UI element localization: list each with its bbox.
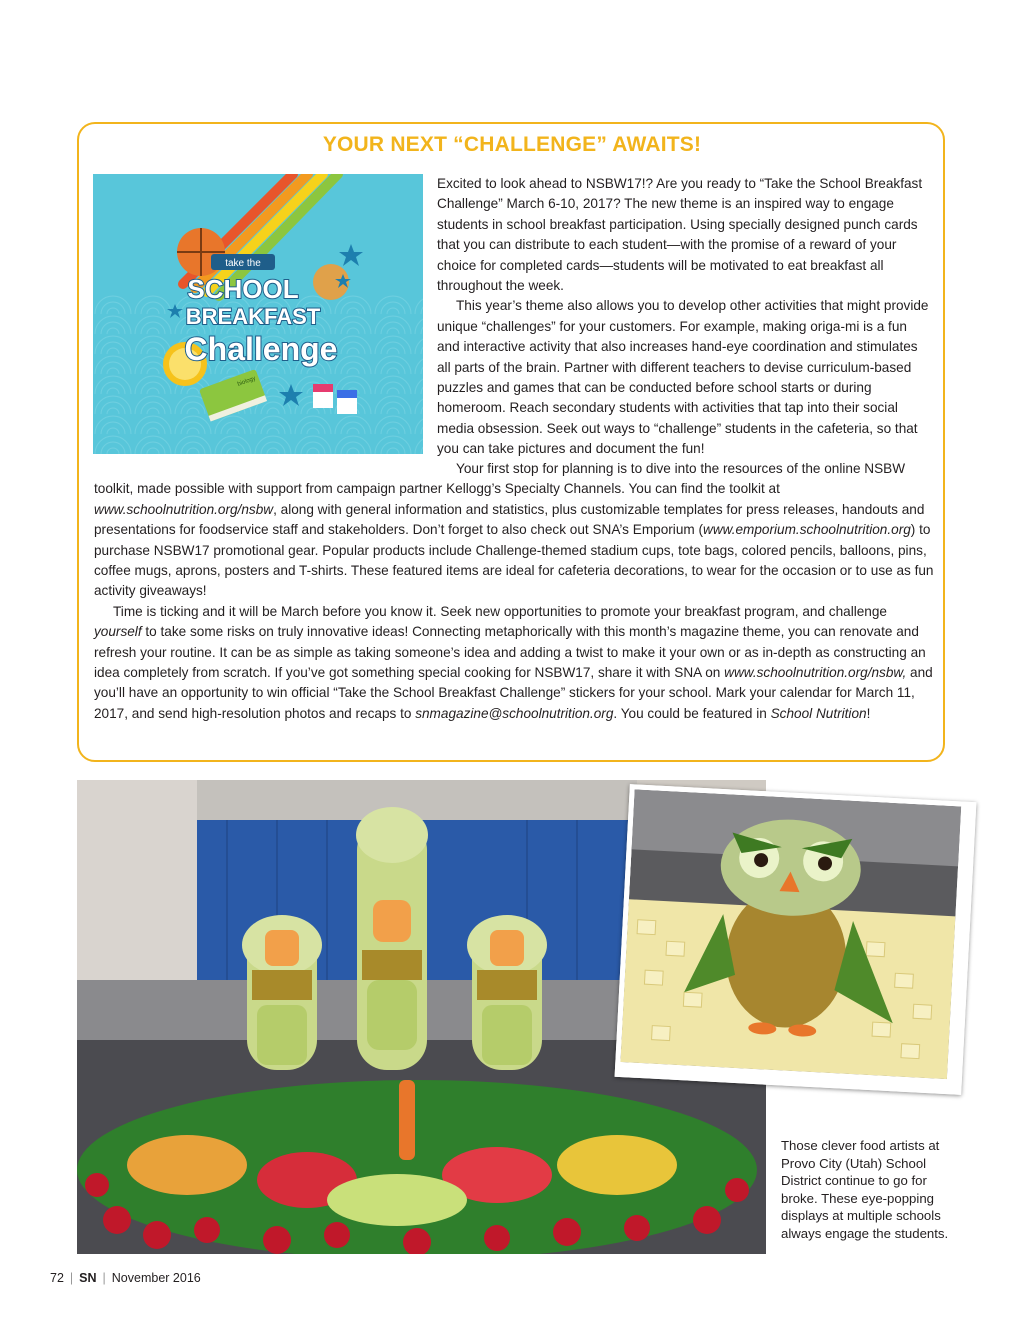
headline: YOUR NEXT “CHALLENGE” AWAITS! xyxy=(322,133,702,156)
challenge-logo xyxy=(93,174,423,454)
logo-breakfast: BREAKFAST xyxy=(185,304,321,329)
issue-date: November 2016 xyxy=(111,1271,201,1285)
paragraph-4: Time is ticking and it will be March before you know it. Seek new opportunities to promote your breakfast program, and challenge yourself to take some risks on truly innovative ideas! Connecting metaphorically with this month’s magazine theme, you can renovate and refresh your routine. It can be as simple as taking someone’s idea and adding a twist to make it your own or as in-depth as constructing an idea completely from scratch. If you’ve got something special cooking for NSBW17, share it with SNA on www.schoolnutrition.org/nsbw, and you’ll have an opportunity to win official “Take the School Breakfast Challenge” stickers for your school. Mark your calendar for March 11, 2017, and send high-resolution photos and recaps to snmagazine@schoolnutrition.org. You could be featured in School Nutrition! xyxy=(94,603,933,721)
photo-caption: Those clever food artists at Provo City (Utah) School District continue to go for broke. These eye-popping displays at multiple schools always engage the students. xyxy=(781,1138,949,1241)
paragraph-2: This year’s theme also allows you to develop other activities that might provide unique “challenges” for your customers. For example, making origa-mi is a fun and interactive activity that also increases hand-eye coordination and stimulates all parts of the brain. Partner with different teachers to devise curriculum-based puzzles and games that can be conducted before school starts or during homeroom. Reach secondary students with activities that tap into their social media obsession. Seek out ways to “challenge” students in the cafeteria, so that you can take pictures and document the fun! xyxy=(437,298,929,457)
logo-challenge: Challenge xyxy=(184,331,338,367)
toolkit-link[interactable]: www.schoolnutrition.org/nsbw xyxy=(94,501,274,517)
paragraph-3: Your first stop for planning is to dive into the resources of the online NSBW toolkit, made possible with support from campaign partner Kellogg’s Specialty Channels. You can find the toolkit at www.schoolnutrition.org/nsbw, along with general information and statistics, plus customizable templates for press releases, handouts and presentations for foodservice staff and stakeholders. Don’t forget to also check out SNA’s Emporium (www.emporium.schoolnutrition.org) to purchase NSBW17 promotional gear. Popular products include Challenge-themed stadium cups, tote bags, colored pencils, balloons, pins, coffee mugs, aprons, posters and T-shirts. These featured items are ideal for cafeteria decorations, to wear for the occasion or to use as fun activity giveaways! xyxy=(94,461,934,599)
owl-fruit-photo xyxy=(615,784,977,1095)
email-link[interactable]: snmagazine@schoolnutrition.org xyxy=(415,705,614,721)
article-full-width xyxy=(94,459,935,724)
page-number: 72 xyxy=(50,1271,64,1285)
logo-take-the: take the xyxy=(225,258,261,269)
logo-book-label: biology xyxy=(236,375,257,388)
page-footer: 72 | SN | November 2016 xyxy=(50,1271,201,1285)
emporium-link[interactable]: www.emporium.schoolnutrition.org xyxy=(703,522,911,538)
logo-school: SCHOOL xyxy=(187,274,299,304)
paragraph-1: Excited to look ahead to NSBW17!? Are you ready to “Take the School Breakfast Challenge” March 6-10, 2017? The new theme is an inspired way to engage students in school breakfast participation. Using specially designed punch cards that you can distribute to each student—with the promise of a reward of your choice for completed cards—students will be motivated to eat breakfast all throughout the week. xyxy=(437,176,923,294)
article-right-column xyxy=(437,174,933,460)
nsbw-link[interactable]: www.schoolnutrition.org/nsbw, xyxy=(724,665,907,681)
magazine-name: SN xyxy=(79,1271,97,1285)
